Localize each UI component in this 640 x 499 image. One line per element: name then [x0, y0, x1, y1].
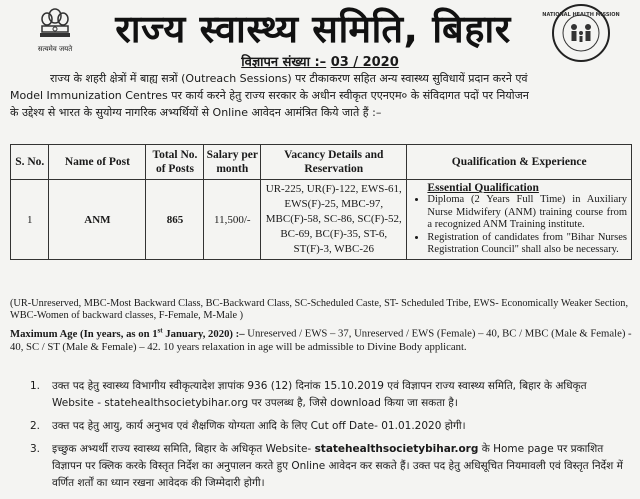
header-total: Total No. of Posts — [146, 145, 204, 180]
header-salary: Salary per month — [204, 145, 261, 180]
qualification-item: • Registration of candidates from "Bihar Nurses Registration Council" shall also be necessary. — [427, 232, 627, 257]
emblem-caption: सत्यमेव जयते — [37, 45, 73, 53]
item-text: उक्त पद हेतु स्वास्थ्य विभागीय स्वीकृत्यादेश ज्ञापांक 936 (12) दिनांक 15.10.2019 एवं विज्ञापन राज्य स्वास्थ्य समिति, बिहार के अधिकृत Website - statehealthsocietybihar.org पर उपलब्ध है, जिसे download किया जा सकता है। — [52, 380, 587, 409]
table-header-row — [11, 145, 632, 180]
intro-line: के उद्देश्य से भारत के सुयोग्य नागरिक अभ्यर्थियों से Online आवेदन आमंत्रित किये जाते हैं :– — [10, 106, 382, 119]
website-link[interactable]: statehealthsocietybihar.org — [314, 443, 479, 455]
max-age-label — [10, 328, 245, 340]
max-age-text: Unreserved / EWS – 37, Unreserved / EWS (Female) – 40, BC / MBC (Male & Female) - 40, SC / ST (Male & Female) – 42. 10 years relaxation in age will be admissible to Divine Body applicant. — [10, 327, 632, 353]
header-qualification: Qualification & Experience — [407, 145, 632, 180]
header-sno: S. No. — [11, 145, 49, 180]
cell-total: 865 — [146, 180, 204, 260]
item-text: इच्छुक अभ्यर्थी राज्य स्वास्थ्य समिति, बिहार के अधिकृत Website- — [52, 443, 315, 455]
qualification-list — [411, 194, 627, 257]
state-emblem — [30, 6, 80, 56]
intro-line: राज्य के शहरी क्षेत्रों में बाह्य सत्रों (Outreach Sessions) पर टीकाकरण सहित अन्य स्वास्थ्य सुविधायें प्रदान करने एवं — [50, 72, 528, 85]
lion-capital-icon — [35, 6, 75, 44]
nhm-logo-text: NATIONAL HEALTH MISSION — [542, 12, 620, 18]
intro-line: Model Immunization Centres पर कार्य करने हेतु राज्य सरकार के अधीन स्वीकृत एएनएम० के संविदागत पदों पर नियोजन — [10, 89, 529, 102]
list-item — [30, 378, 630, 412]
max-age-label-sup: st — [157, 326, 163, 334]
max-age-label-a: Maximum Age (In years, as on 1 — [10, 327, 158, 340]
header-vacancy: Vacancy Details and Reservation — [261, 145, 407, 180]
intro-paragraph — [10, 70, 630, 121]
instructions-list — [30, 378, 630, 498]
cell-vacancy: UR-225, UR(F)-122, EWS-61, EWS(F)-25, MBC-97, MBC(F)-58, SC-86, SC(F)-52, BC-69, BC(F)-35, ST-6, ST(F)-3, WBC-26 — [261, 180, 407, 260]
vacancy-table — [10, 144, 632, 260]
table-row — [11, 180, 632, 260]
item-number: 3. — [30, 443, 41, 455]
item-text: के Home page पर प्रकाशित विज्ञापन पर क्लिक करके विस्तृत निर्देश का अनुपालन करते हुए Online आवेदन कर सकते हैं। उक्त पद हेतु अधिसूचित नियमावली एवं विस्तृत निर्देश में वर्णित शर्तों का ध्यान रखना आवेदक की जिम्मेदारी होगी। — [52, 443, 623, 489]
cell-qualification — [407, 180, 632, 260]
list-item — [30, 418, 630, 435]
notice-number: 03 / 2020 — [330, 55, 399, 70]
cell-salary: 11,500/- — [204, 180, 261, 260]
list-item — [30, 441, 630, 492]
abbreviations-note: (UR-Unreserved, MBC-Most Backward Class, BC-Backward Class, SC-Scheduled Caste, ST- Scheduled Tribe, EWS- Economically Weaker Section, WBC-Women of backward classes, F-Female, M-Male ) — [10, 298, 629, 321]
header-post: Name of Post — [49, 145, 146, 180]
qualification-heading: Essential Qualification — [427, 182, 539, 195]
cell-post: ANM — [49, 180, 146, 260]
item-text: उक्त पद हेतु आयु, कार्य अनुभव एवं शैक्षणिक योग्यता आदि के लिए Cut off Date- 01.01.2020 होगी। — [52, 420, 466, 432]
notice-label: विज्ञापन संख्या :– — [241, 55, 327, 70]
item-number: 1. — [30, 380, 41, 392]
page-title: राज्य स्वास्थ्य समिति, बिहार — [115, 7, 511, 51]
max-age-note — [10, 324, 632, 354]
cell-sno: 1 — [11, 180, 49, 260]
max-age-label-b: January, 2020) :– — [162, 327, 245, 340]
qualification-item: • Diploma (2 Years Full Time) in Auxiliary Nurse Midwifery (ANM) training course from a recognized ANM Training institute. — [427, 194, 627, 232]
advertisement-number — [0, 52, 640, 70]
item-number: 2. — [30, 420, 41, 432]
